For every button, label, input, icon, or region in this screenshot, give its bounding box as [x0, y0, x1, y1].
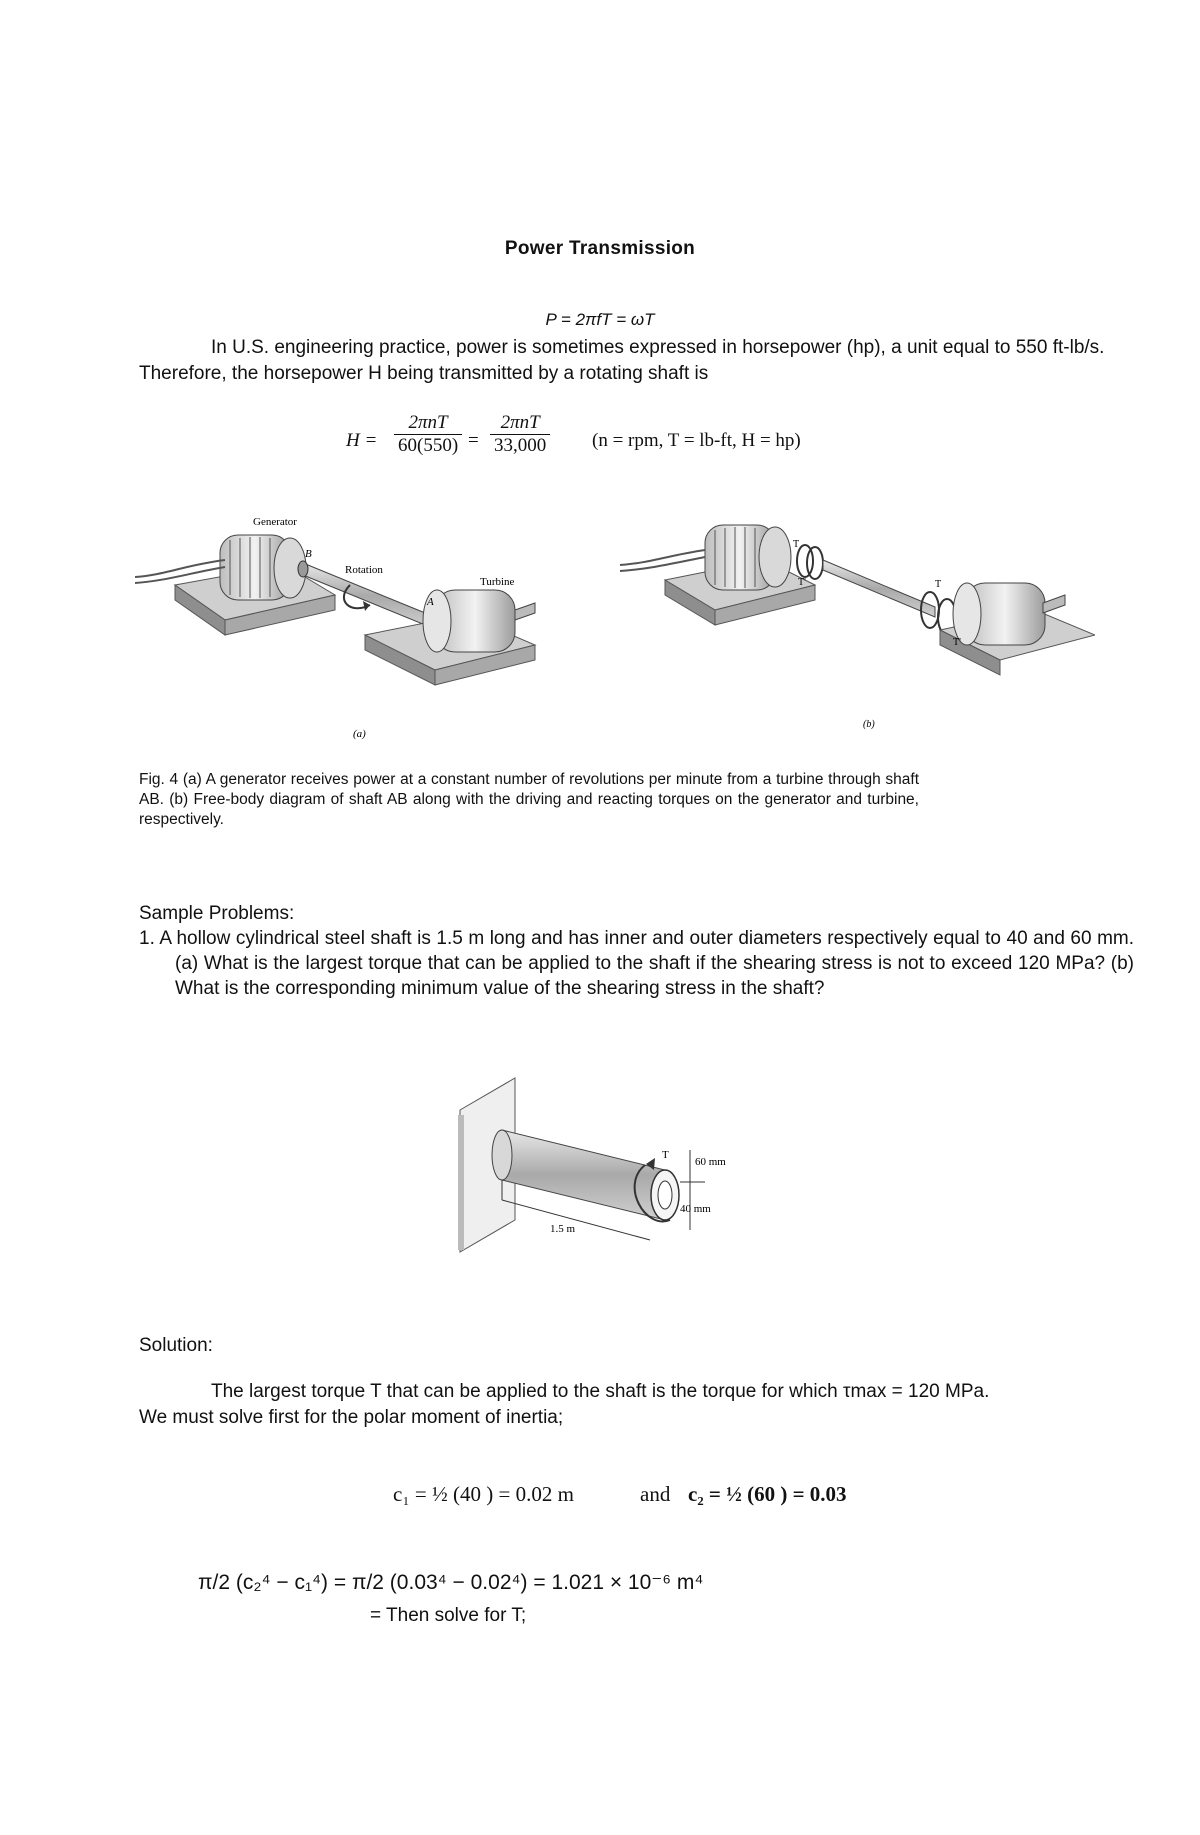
- hollow-shaft-figure: [450, 1070, 750, 1270]
- solution-heading: Solution:: [139, 1335, 213, 1356]
- hp-equals: =: [468, 430, 479, 451]
- intro-paragraph: In U.S. engineering practice, power is sometimes expressed in horsepower (hp), a unit equal to 550 ft-lb/s. Therefore, the horsepower H being transmitted by a rotating shaft is: [139, 337, 1105, 384]
- hp-frac2-den: 33,000: [494, 435, 547, 456]
- page-title: Power Transmission: [504, 238, 696, 259]
- hp-frac1-num: 2πnT: [394, 412, 462, 435]
- power-equation: P = 2πfT = ωT: [545, 310, 655, 329]
- label-generator: Generator: [253, 516, 297, 528]
- label-rotation: Rotation: [345, 564, 383, 576]
- label-b: B: [305, 548, 312, 560]
- problem-1-text: 1. A hollow cylindrical steel shaft is 1.5 m long and has inner and outer diameters respectively equal to 40 and 60 mm. (a) What is the largest torque that can be applied to the shaft if the shearing stress is not to exceed 120 MPa? (b) What is the corresponding minimum value of the shearing stress in the shaft?: [139, 928, 1134, 999]
- hp-units: (n = rpm, T = lb-ft, H = hp): [592, 430, 801, 451]
- hp-frac2-num: 2πnT: [490, 412, 550, 435]
- shaft-label-60mm: 60 mm: [695, 1156, 726, 1168]
- label-t-gen: T: [793, 539, 800, 550]
- label-part-b: (b): [863, 719, 875, 730]
- figure-caption: Fig. 4 (a) A generator receives power at a constant number of revolutions per minute from a turbine through shaft AB. (b) Free-body diagram of shaft AB along with the driving and reacting torques on the generator and turbine, respectively.: [139, 771, 919, 828]
- sample-problems-heading: Sample Problems:: [139, 903, 295, 924]
- equation-and: and: [640, 1482, 671, 1506]
- hp-fraction-1: [394, 412, 462, 457]
- horsepower-formula: [346, 412, 906, 472]
- label-part-a: (a): [353, 728, 366, 740]
- shaft-label-40mm: 40 mm: [680, 1203, 711, 1215]
- label-t-turb: T: [935, 579, 942, 590]
- label-tprime-gen: T': [798, 577, 806, 588]
- solution-line-2: We must solve first for the polar moment of inertia;: [139, 1407, 564, 1428]
- hp-frac1-den: 60(550): [398, 435, 459, 456]
- hp-lhs: H =: [346, 430, 378, 451]
- shaft-label-length: 1.5 m: [550, 1223, 576, 1235]
- hp-fraction-2: [490, 412, 550, 457]
- equation-c1: c₁ = ½ (40 ) = 0.02 m: [393, 1482, 574, 1506]
- equation-c2: c₂ = ½ (60 ) = 0.03: [688, 1482, 847, 1506]
- equation-then: = Then solve for T;: [370, 1605, 527, 1626]
- generator-turbine-figure: [135, 505, 1095, 745]
- shaft-label-t: T: [662, 1149, 669, 1161]
- solution-line-1: The largest torque T that can be applied to the shaft is the torque for which τmax = 120 MPa.: [211, 1381, 990, 1402]
- label-tprime-turb: T': [953, 637, 961, 648]
- problem-1: [139, 926, 1134, 1001]
- equation-polar-moment: π/2 (c₂⁴ − c₁⁴) = π/2 (0.03⁴ − 0.02⁴) = 1.021 × 10⁻⁶ m⁴: [198, 1571, 704, 1594]
- label-turbine: Turbine: [480, 576, 515, 588]
- label-a: A: [427, 596, 434, 608]
